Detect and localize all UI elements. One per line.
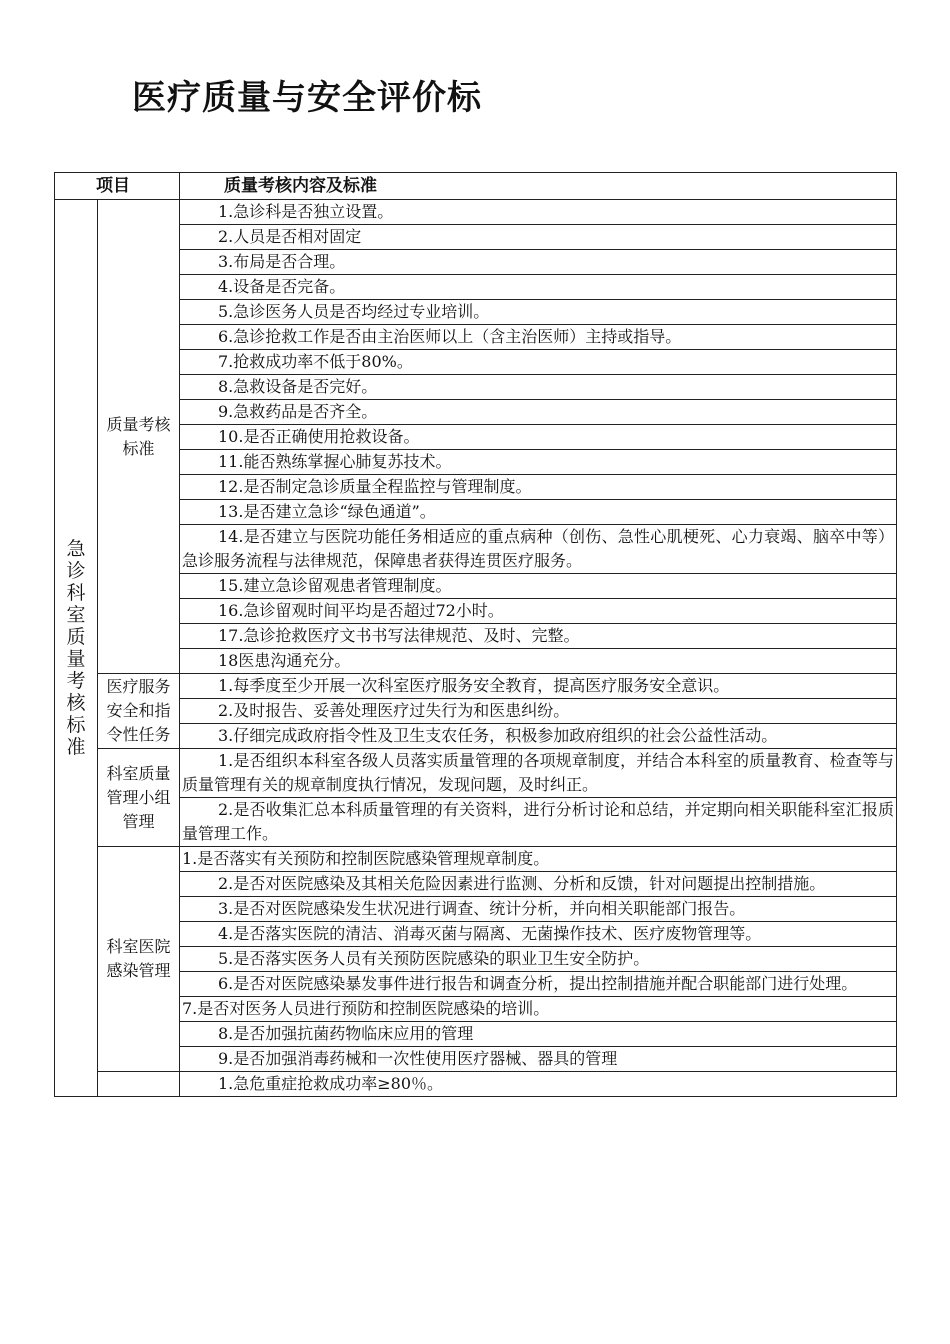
criterion-item: 2.是否对医院感染及其相关危险因素进行监测、分析和反馈，针对问题提出控制措施。 [180,872,897,897]
table-row [55,872,897,897]
table-row [55,674,897,699]
table-row [55,847,897,872]
table-row [55,574,897,599]
table-row [55,649,897,674]
criterion-item: 15.建立急诊留观患者管理制度。 [180,574,897,599]
table-row [55,997,897,1022]
criterion-item: 9.是否加强消毒药械和一次性使用医疗器械、器具的管理 [180,1047,897,1072]
category-cell: 科室医院感染管理 [98,847,180,1072]
criterion-item: 12.是否制定急诊质量全程监控与管理制度。 [180,475,897,500]
criterion-item: 10.是否正确使用抢救设备。 [180,425,897,450]
table-row [55,275,897,300]
criterion-item: 1.急危重症抢救成功率≥80％。 [180,1072,897,1097]
table-row [55,897,897,922]
criterion-item: 1.急诊科是否独立设置。 [180,200,897,225]
criterion-item: 5.急诊医务人员是否均经过专业培训。 [180,300,897,325]
criterion-item: 13.是否建立急诊“绿色通道”。 [180,500,897,525]
table-row [55,250,897,275]
department-cell: 急 诊 科 室 质 量 考 核 标 准 [55,200,98,1097]
category-cell: 医疗服务安全和指令性任务 [98,674,180,749]
table-row [55,749,897,798]
criterion-item: 8.是否加强抗菌药物临床应用的管理 [180,1022,897,1047]
criterion-item: 1.每季度至少开展一次科室医疗服务安全教育，提高医疗服务安全意识。 [180,674,897,699]
table-row [55,425,897,450]
header-project: 项目 [55,173,180,200]
table-row [55,1072,897,1097]
table-row [55,500,897,525]
criterion-item: 2.是否收集汇总本科质量管理的有关资料，进行分析讨论和总结，并定期向相关职能科室汇报质量管理工作。 [180,798,897,847]
table-row [55,475,897,500]
table-header-row [55,173,897,200]
criterion-item: 17.急诊抢救医疗文书书写法律规范、及时、完整。 [180,624,897,649]
table-row [55,724,897,749]
criterion-item: 4.是否落实医院的清洁、消毒灭菌与隔离、无菌操作技术、医疗废物管理等。 [180,922,897,947]
criterion-item: 6.急诊抢救工作是否由主治医师以上（含主治医师）主持或指导。 [180,325,897,350]
table-row [55,375,897,400]
table-row [55,947,897,972]
table-row [55,972,897,997]
table-row [55,225,897,250]
criterion-item: 1.是否组织本科室各级人员落实质量管理的各项规章制度，并结合本科室的质量教育、检查等与质量管理有关的规章制度执行情况，发现问题，及时纠正。 [180,749,897,798]
table-row [55,400,897,425]
table-row [55,599,897,624]
table-row [55,525,897,574]
document-title: 医疗质量与安全评价标 [132,78,482,118]
table-body [55,200,897,1097]
criterion-item: 2.及时报告、妥善处理医疗过失行为和医患纠纷。 [180,699,897,724]
table-row [55,624,897,649]
table-row [55,798,897,847]
table-row [55,1047,897,1072]
criterion-item: 3.是否对医院感染发生状况进行调查、统计分析，并向相关职能部门报告。 [180,897,897,922]
header-content: 质量考核内容及标准 [180,173,897,200]
criterion-item: 8.急救设备是否完好。 [180,375,897,400]
criterion-item: 5.是否落实医务人员有关预防医院感染的职业卫生安全防护。 [180,947,897,972]
evaluation-table [54,172,897,1097]
criterion-item: 4.设备是否完备。 [180,275,897,300]
criterion-item: 18医患沟通充分。 [180,649,897,674]
category-cell: 质量考核标准 [98,200,180,674]
category-cell [98,1072,180,1097]
criterion-item: 9.急救药品是否齐全。 [180,400,897,425]
criterion-item: 7.是否对医务人员进行预防和控制医院感染的培训。 [180,997,897,1022]
criterion-item: 11.能否熟练掌握心肺复苏技术。 [180,450,897,475]
criterion-item: 14.是否建立与医院功能任务相适应的重点病种（创伤、急性心肌梗死、心力衰竭、脑卒中等）急诊服务流程与法律规范，保障患者获得连贯医疗服务。 [180,525,897,574]
table-row [55,300,897,325]
criterion-item: 2.人员是否相对固定 [180,225,897,250]
category-cell: 科室质量管理小组管理 [98,749,180,847]
criterion-item: 3.仔细完成政府指令性及卫生支农任务，积极参加政府组织的社会公益性活动。 [180,724,897,749]
table-row [55,1022,897,1047]
criterion-item: 7.抢救成功率不低于80%。 [180,350,897,375]
table-row [55,450,897,475]
table-row [55,699,897,724]
table-row [55,922,897,947]
criterion-item: 1.是否落实有关预防和控制医院感染管理规章制度。 [180,847,897,872]
criterion-item: 16.急诊留观时间平均是否超过72小时。 [180,599,897,624]
criterion-item: 6.是否对医院感染暴发事件进行报告和调查分析，提出控制措施并配合职能部门进行处理。 [180,972,897,997]
criterion-item: 3.布局是否合理。 [180,250,897,275]
table-row [55,350,897,375]
table-row [55,200,897,225]
table-row [55,325,897,350]
